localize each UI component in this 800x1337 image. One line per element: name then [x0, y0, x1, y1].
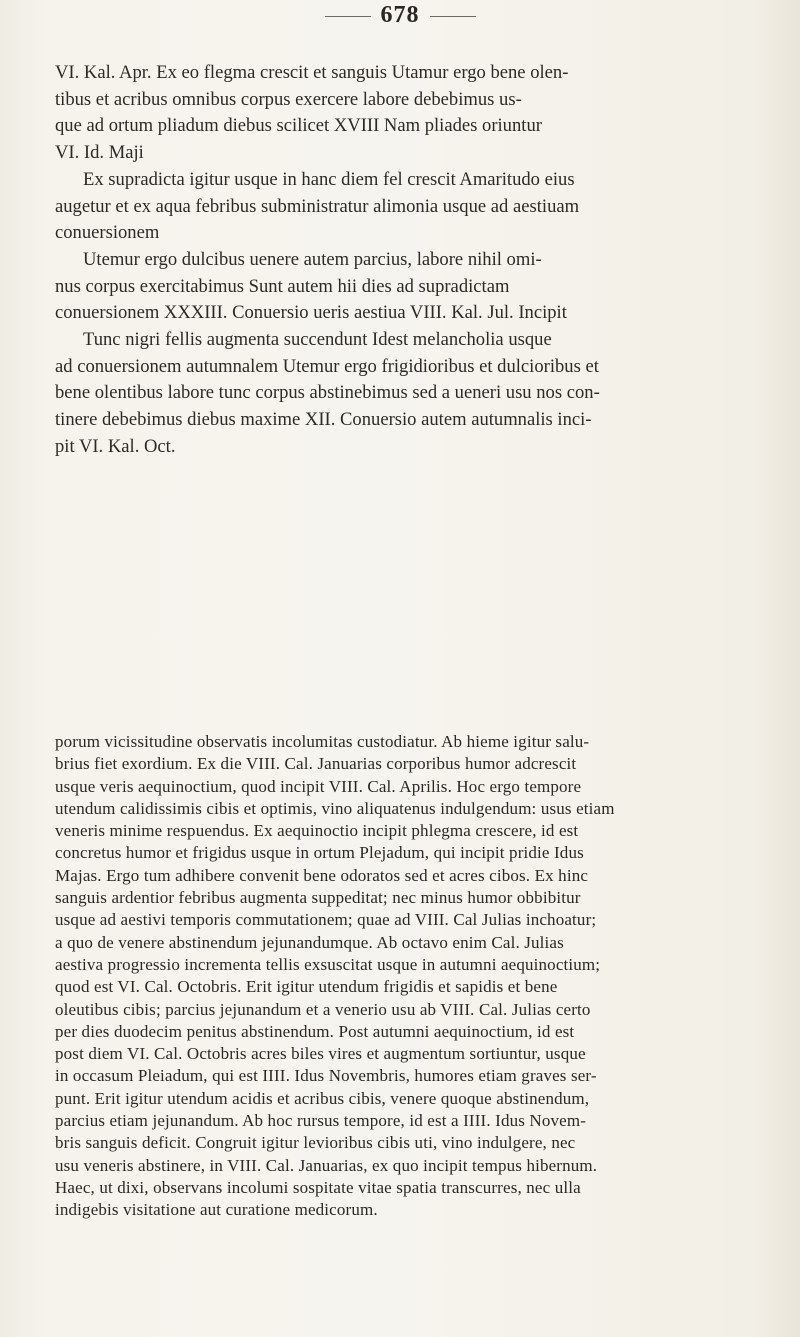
text-line: porum vicissitudine observatis incolumitas custodiatur. Ab hieme igitur salu-	[55, 732, 590, 751]
text-line: brius fiet exordium. Ex die VIII. Cal. Januarias corporibus humor adcrescit	[55, 754, 577, 774]
text-line: parcius etiam jejunandum. Ab hoc rursus tempore, id est a IIII. Idus Novem-	[55, 1111, 587, 1131]
text-line: Tunc nigri fellis augmenta succendunt Idest melancholia usque	[83, 329, 552, 351]
text-line: indigebis visitatione aut curatione medicorum.	[55, 1200, 378, 1220]
text-line: bene olentibus labore tunc corpus abstinebimus sed a ueneri usu nos con-	[55, 382, 600, 404]
edited-text	[55, 731, 775, 1222]
text-line: tibus et acribus omnibus corpus exercere labore debebimus us-	[55, 88, 522, 110]
text-line: conuersionem XXXIII. Conuersio ueris aestiua VIII. Kal. Jul. Incipit	[55, 302, 567, 324]
paragraph-2	[55, 167, 775, 247]
text-line: bris sanguis deficit. Congruit igitur levioribus cibis uti, vino indulgere, nec	[55, 1133, 576, 1153]
text-line: sanguis ardentior febribus augmenta suppeditat; nec minus humor obbibitur	[55, 888, 581, 908]
text-line: augetur et ex aqua febribus subministratur alimonia usque ad aestiuam	[55, 195, 580, 217]
paragraph-4	[55, 327, 775, 461]
text-line: punt. Erit igitur utendum acidis et acribus cibis, venere quoque abstinendum,	[55, 1088, 590, 1108]
text-line: concretus humor et frigidus usque in ortum Plejadum, qui incipit pridie Idus	[55, 843, 584, 863]
text-line: quod est VI. Cal. Octobris. Erit igitur utendum frigidis et sapidis et bene	[55, 977, 558, 997]
paragraph-3	[55, 247, 775, 327]
page-number: 678	[380, 2, 420, 28]
text-line: Ex supradicta igitur usque in hanc diem fel crescit Amaritudo eius	[83, 168, 575, 190]
text-line: Utemur ergo dulcibus uenere autem parcius, labore nihil omi-	[83, 248, 542, 270]
edited-paragraph	[55, 731, 775, 1222]
text-line: ad conuersionem autumnalem Utemur ergo frigidioribus et dulcioribus et	[55, 355, 599, 377]
header-rule-left	[325, 16, 371, 17]
text-line: usque veris aequinoctium, quod incipit VIII. Cal. Aprilis. Hoc ergo tempore	[55, 776, 582, 796]
text-line: a quo de venere abstinendum jejunandumque. Ab octavo enim Cal. Julias	[55, 932, 564, 952]
text-line: per dies duodecim penitus abstinendum. Post autumni aequinoctium, id est	[55, 1021, 575, 1041]
text-line: VI. Kal. Apr. Ex eo flegma crescit et sanguis Utamur ergo bene olen-	[55, 62, 569, 83]
text-line: utendum calidissimis cibis et optimis, vino aliquatenus indulgendum: usus etiam	[55, 798, 615, 818]
text-line: oleutibus cibis; parcius jejunandum et a venerio usu ab VIII. Cal. Julias certo	[55, 999, 591, 1019]
text-line: Haec, ut dixi, observans incolumi sospitate vitae spatia transcurres, nec ulla	[55, 1177, 581, 1197]
text-line: que ad ortum pliadum diebus scilicet XVIII Nam pliades oriuntur	[55, 115, 542, 137]
text-line: VI. Id. Maji	[55, 142, 144, 164]
text-line: nus corpus exercitabimus Sunt autem hii dies ad supradictam	[55, 275, 510, 297]
header-rule-right	[430, 16, 476, 17]
text-line: tinere debebimus diebus maxime XII. Conuersio autem autumnalis inci-	[55, 409, 592, 431]
text-line: post diem VI. Cal. Octobris acres biles vires et augmentum sortiuntur, usque	[55, 1044, 586, 1064]
text-line: aestiva progressio incrementa tellis exsuscitat usque in autumni aequinoctium;	[55, 954, 601, 974]
manuscript-transcription	[55, 60, 775, 461]
text-line: Majas. Ergo tum adhibere convenit bene odoratos sed et acres cibos. Ex hinc	[55, 865, 589, 885]
text-line: in occasum Pleiadum, qui est IIII. Idus Novembris, humores etiam graves ser-	[55, 1066, 597, 1086]
text-line: conuersionem	[55, 222, 160, 244]
text-line: usu veneris abstinere, in VIII. Cal. Januarias, ex quo incipit tempus hibernum.	[55, 1155, 598, 1175]
paragraph-1	[55, 60, 775, 167]
page-header	[0, 2, 800, 29]
text-line: veneris minime respuendus. Ex aequinoctio incipit phlegma crescere, id est	[55, 821, 579, 841]
text-line: usque ad aestivi temporis commutationem; quae ad VIII. Cal Julias inchoatur;	[55, 910, 597, 930]
text-line: pit VI. Kal. Oct.	[55, 435, 176, 457]
